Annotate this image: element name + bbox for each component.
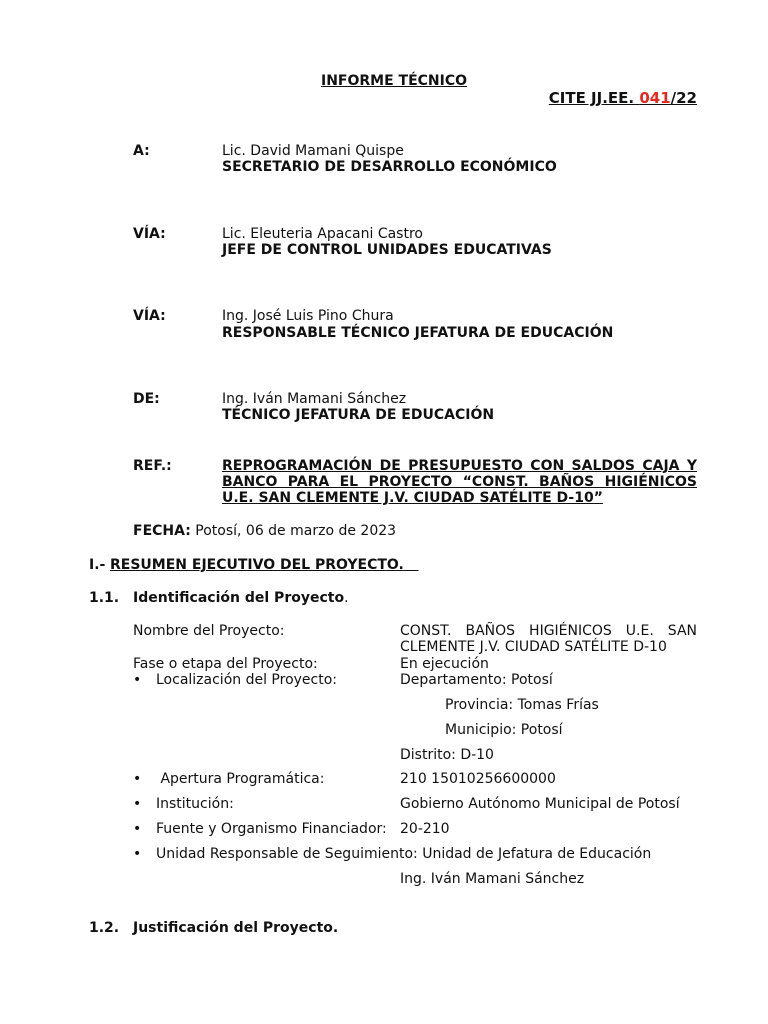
sender-label: DE: [133,391,160,407]
project-provincia: Provincia: Tomas Frías [445,697,599,713]
recipient-label-via-2: VÍA: [133,308,166,324]
document-title: INFORME TÉCNICO [321,73,468,89]
project-unidad-line [156,846,651,863]
project-unidad-label: Unidad Responsable de Seguimiento: [156,846,418,862]
recipient-role-a: SECRETARIO DE DESARROLLO ECONÓMICO [222,159,557,175]
project-unidad-person: Ing. Iván Mamani Sánchez [400,871,585,887]
recipient-label-via-1: VÍA: [133,226,166,242]
project-name-line-1: CONST. BAÑOS HIGIÉNICOS U.E. SAN [400,623,697,639]
project-municipio: Municipio: Potosí [445,722,563,738]
ref-label: REF.: [133,458,172,474]
project-institucion-value: Gobierno Autónomo Municipal de Potosí [400,796,680,812]
ref-line-3: U.E. SAN CLEMENTE J.V. CIUDAD SATÉLITE D-10” [222,490,603,506]
bullet-fuente: • [133,821,142,837]
cite-prefix: CITE JJ.EE. [548,89,640,107]
project-fuente-value: 20-210 [400,821,450,837]
section-number: I.- [89,557,106,573]
project-phase-value: En ejecución [400,656,489,672]
subsection-11-title-text: Identificación del Proyecto [133,590,345,606]
recipient-name-via-2: Ing. José Luis Pino Chura [222,308,394,324]
project-departamento: Departamento: Potosí [400,672,553,688]
subsection-11-title-tail: . [344,590,349,606]
bullet-apertura: • [133,771,142,787]
project-phase-label: Fase o etapa del Proyecto: [133,656,318,672]
bullet-unidad: • [133,846,142,862]
section-title-text: RESUMEN EJECUTIVO DEL PROYECTO. [110,557,404,573]
project-distrito: Distrito: D-10 [400,747,494,763]
project-fuente-label: Fuente y Organismo Financiador: [156,821,387,837]
project-location-label: Localización del Proyecto: [156,672,337,688]
project-name-label: Nombre del Proyecto: [133,623,285,639]
bullet-location: • [133,672,142,688]
ref-line-1: REPROGRAMACIÓN DE PRESUPUESTO CON SALDOS CAJA Y [222,458,697,474]
section-title [110,557,418,574]
project-unidad-value: Unidad de Jefatura de Educación [417,846,652,862]
sender-name: Ing. Iván Mamani Sánchez [222,391,407,407]
subsection-12-number: 1.2. [89,920,120,936]
recipient-role-via-1: JEFE DE CONTROL UNIDADES EDUCATIVAS [222,242,552,258]
project-name-line-2: CLEMENTE J.V. CIUDAD SATÉLITE D-10 [400,639,667,655]
bullet-institucion: • [133,796,142,812]
cite-suffix: /22 [670,89,697,107]
recipient-name-via-1: Lic. Eleuteria Apacani Castro [222,226,423,242]
project-apertura-label: Apertura Programática: [156,771,325,787]
subsection-11-number: 1.1. [89,590,120,606]
sender-role: TÉCNICO JEFATURA DE EDUCACIÓN [222,407,495,423]
subsection-11-title [133,590,349,607]
recipient-role-via-2: RESPONSABLE TÉCNICO JEFATURA DE EDUCACIÓN [222,325,614,341]
date-line [133,523,396,540]
recipient-name-a: Lic. David Mamani Quispe [222,143,404,159]
cite-number: 041 [639,89,671,107]
cite-reference [549,90,697,107]
date-value: Potosí, 06 de marzo de 2023 [190,523,397,539]
subsection-12-title: Justificación del Proyecto. [133,920,339,936]
recipient-label-a: A: [133,143,150,159]
project-institucion-label: Institución: [156,796,234,812]
date-label: FECHA: [133,523,191,539]
ref-line-2: BANCO PARA EL PROYECTO “CONST. BAÑOS HIGIÉNICOS [222,474,697,490]
project-apertura-value: 210 15010256600000 [400,771,556,787]
section-title-pad [404,557,419,573]
